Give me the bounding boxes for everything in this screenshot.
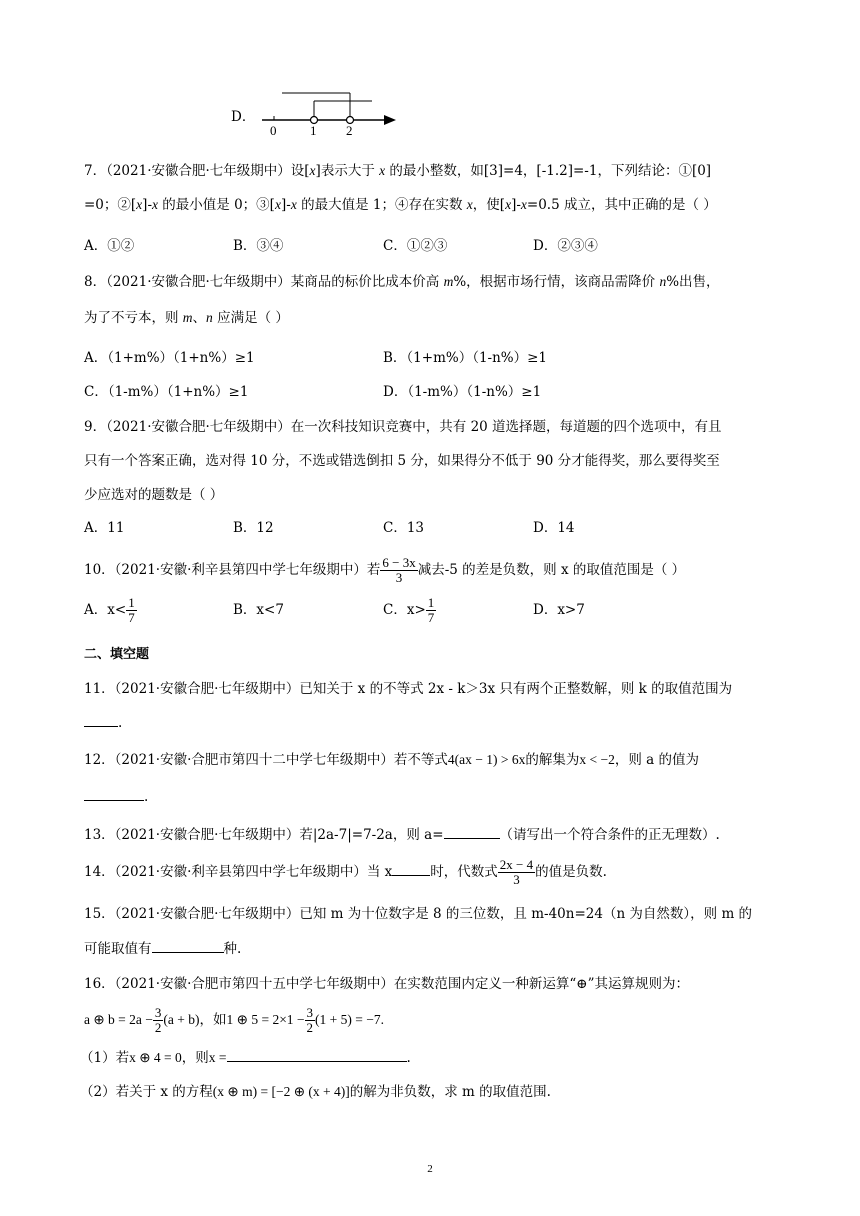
q16-part-1: （1）若x ⊕ 4 = 0，则x = .: [80, 1050, 411, 1066]
q16-blank: [227, 1048, 407, 1062]
tick-label-0: 0: [270, 123, 277, 138]
q11-line-2: .: [84, 713, 122, 732]
q8-option-c: C．（1-m%）（1+n%）≥1: [84, 384, 249, 400]
q16-line-2: a ⊕ b = 2a − $\frac{3}{2}$ (a + b)，如1 ⊕ 5 = 2×1 − $\frac{3}{2}$ (1 + 5) = −7.: [84, 1005, 385, 1036]
q8-option-a: A．（1+m%）（1+n%）≥1: [84, 350, 255, 366]
q11-line-1: 11．（2021·安徽合肥·七年级期中）已知关于 x 的不等式 2x - k＞3x 只有两个正整数解，则 k 的取值范围为: [84, 681, 733, 697]
q15-line-1: 15．（2021·安徽合肥·七年级期中）已知 m 为十位数字是 8 的三位数，且 m-40n=24（n 为自然数），则 m 的: [84, 906, 753, 922]
q9-line-3: 少应选对的题数是（ ）: [84, 487, 224, 503]
q14-line: 14．（2021·安徽·利辛县第四中学七年级期中）当 x 时，代数式 $\frac{2x - 4}{3}$ 的值是负数.: [84, 857, 607, 887]
q16-line-1: 16．（2021·安徽·合肥市第四十五中学七年级期中）在实数范围内定义一种新运算“⊕”其运算规则为：: [84, 976, 689, 992]
section-heading: 二、填空题: [84, 647, 150, 662]
q10-option-d: D．x>7: [533, 602, 585, 618]
q8-option-b: B．（1+m%）（1-n%）≥1: [383, 350, 548, 366]
q7-line-1: 7．（2021·安徽合肥·七年级期中）设[x]表示大于 x 的最小整数，如[3]=4，[-1.2]=-1，下列结论：①[0]: [84, 163, 712, 179]
q10-option-c: C．x> $\frac{1}{7}$: [383, 595, 435, 625]
q7-option-a: A．①②: [84, 238, 135, 254]
q9-line-2: 只有一个答案正确，选对得 10 分，不选或错选倒扣 5 分，如果得分不低于 90 分才能得奖，那么要得奖至: [84, 453, 720, 469]
q9-option-a: A．11: [84, 520, 125, 536]
q9-line-1: 9．（2021·安徽合肥·七年级期中）在一次科技知识竞赛中，共有 20 道选择题，每道题的四个选项中，有且: [84, 419, 722, 435]
q7-line-2: =0；②[x]-x 的最小值是 0；③[x]-x 的最大值是 1；④存在实数 x，使[x]-x=0.5 成立，其中正确的是（ ）: [84, 197, 717, 213]
q12-line-2: .: [84, 787, 148, 806]
q10-option-a: A．x< $\frac{1}{7}$: [84, 595, 135, 625]
q12-blank: [84, 787, 144, 801]
q7-option-c: C．①②③: [383, 238, 448, 254]
q11-blank: [84, 713, 118, 727]
q15-blank: [152, 939, 224, 953]
tick-label-1: 1: [310, 123, 317, 138]
q10-line: 10．（2021·安徽·利辛县第四中学七年级期中）若 $\frac{6 - 3x}{3}$ 减去-5 的差是负数，则 x 的取值范围是（ ）: [84, 555, 686, 585]
q14-blank: [392, 862, 430, 876]
q8-line-1: 8．（2021·安徽合肥·七年级期中）某商品的标价比成本价高 m%，根据市场行情，该商品需降价 n%出售，: [84, 274, 720, 290]
q16-part-2: （2）若关于 x 的方程(x ⊕ m) = [−2 ⊕ (x + 4)]的解为非负数，求 m 的取值范围.: [80, 1084, 551, 1100]
q10-fraction: $\frac{6 - 3x}{3}$: [382, 555, 416, 585]
q9-option-b: B．12: [233, 520, 274, 536]
q9-option-c: C．13: [383, 520, 425, 536]
number-line-figure: [250, 88, 410, 138]
page-number: 2: [427, 1163, 433, 1175]
tick-label-2: 2: [346, 123, 353, 138]
q8-line-2: 为了不亏本，则 m、n 应满足（ ）: [84, 310, 289, 326]
q10-option-b: B．x<7: [233, 602, 284, 618]
option-d-label: D．: [231, 109, 256, 125]
q12-line-1: 12．（2021·安徽·合肥市第四十二中学七年级期中）若不等式4(ax − 1) > 6x的解集为x < −2，则 a 的值为: [84, 752, 699, 768]
q7-option-b: B．③④: [233, 238, 284, 254]
q8-option-d: D．（1-m%）（1-n%）≥1: [383, 384, 542, 400]
q7-option-d: D．②③④: [533, 238, 598, 254]
q9-option-d: D．14: [533, 520, 575, 536]
q13-blank: [444, 825, 500, 839]
q15-line-2: 可能取值有 种.: [84, 941, 242, 957]
q13-line: 13．（2021·安徽合肥·七年级期中）若|2a-7|=7-2a，则 a= （请写出一个符合条件的正无理数）.: [84, 827, 720, 843]
